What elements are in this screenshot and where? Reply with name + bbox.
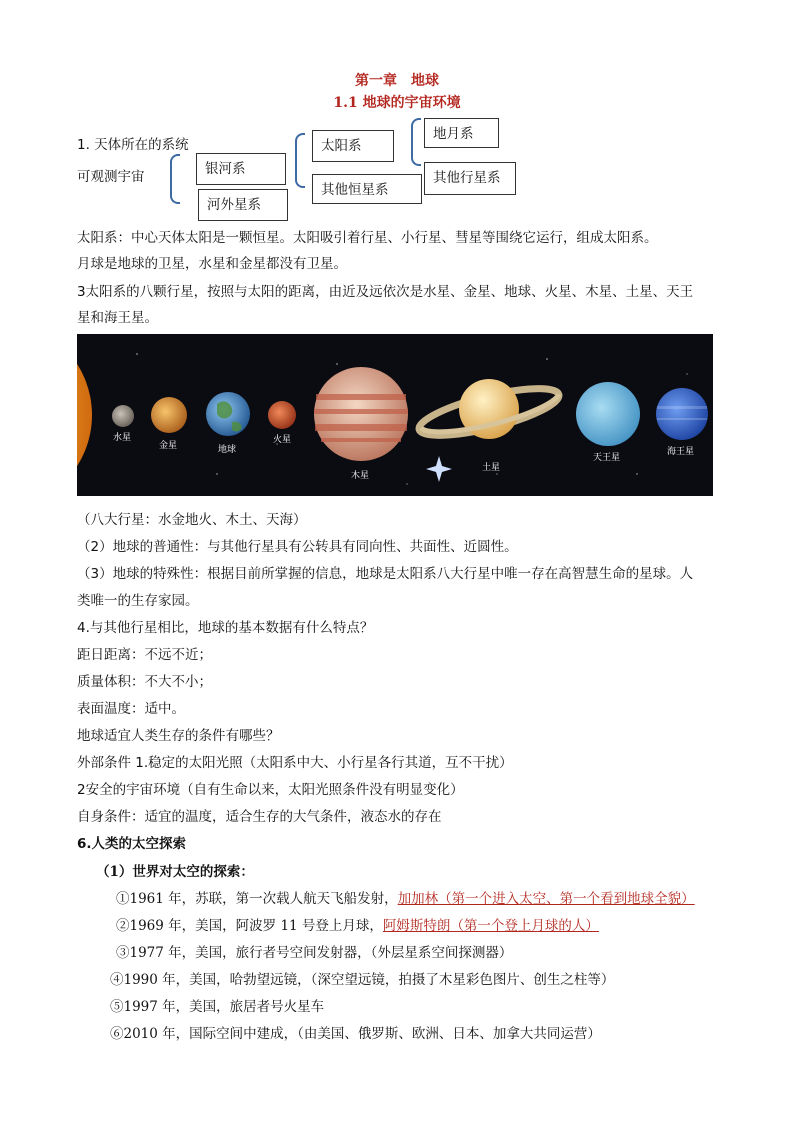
text-line: 地球适宜人类生存的条件有哪些？ [77,728,280,744]
paragraph-planets-order-cont: 星和海王星。 [77,310,158,326]
box-earth-moon-system: 地月系 [424,118,499,148]
text-line: 类唯一的生存家园。 [77,593,199,609]
solar-system-image [77,334,713,496]
box-solar-system: 太阳系 [312,130,394,162]
exploration-item: ①1961 年，苏联，第一次载人航天飞船发射，加加林（第一个进入太空、第一个看到地球全貌） [116,891,695,907]
planet-label: 金星 [159,441,178,451]
text-line: （八大行星：水金地火、木土、天海） [77,512,307,528]
planet-label: 火星 [273,435,292,445]
text-line: 表面温度：适中。 [77,701,185,717]
box-other-galaxies: 河外星系 [198,189,288,221]
diagram-root: 可观测宇宙 [77,169,145,185]
diagram-heading: 1. 天体所在的系统 [77,137,189,153]
mars-icon [268,401,296,429]
planet-label: 水星 [113,433,132,443]
paragraph-planets-order: 3太阳系的八颗行星，按照与太阳的距离，由近及远依次是水星、金星、地球、火星、木星、土星、天王 [77,284,694,300]
exploration-item: ④1990 年，美国，哈勃望远镜，（深空望远镜，拍摄了木星彩色图片、创生之柱等） [110,972,615,988]
section6-subtitle: （1）世界对太空的探索： [96,864,254,880]
planet-label: 地球 [218,445,237,455]
section6-title: 6.人类的太空探索 [77,836,187,852]
text-line: 4.与其他行星相比，地球的基本数据有什么特点？ [77,620,374,636]
exploration-item: ⑥2010 年，国际空间中建成，（由美国、俄罗斯、欧洲、日本、加拿大共同运营） [110,1026,601,1042]
planet-label: 木星 [351,471,370,481]
exploration-item: ⑤1997 年，美国，旅居者号火星车 [110,999,325,1015]
text-line: （3）地球的特殊性：根据目前所掌握的信息，地球是太阳系八大行星中唯一存在高智慧生命的星球。人 [77,566,694,582]
text-line: 外部条件 1.稳定的太阳光照（太阳系中大、小行星各行其道，互不干扰） [77,755,513,771]
brace-level3 [411,118,421,166]
text-line: 自身条件：适宜的温度，适合生存的大气条件，液态水的存在 [77,809,442,825]
paragraph-solar-system: 太阳系：中心天体太阳是一颗恒星。太阳吸引着行星、小行星、彗星等围绕它运行，组成太阳系。 [77,230,658,246]
planet-label: 天王星 [593,453,621,463]
section-title: 1.1 地球的宇宙环境 [333,95,461,111]
box-milky-way: 银河系 [196,153,286,185]
box-other-planet-systems: 其他行星系 [424,162,516,195]
planet-label: 海王星 [667,447,695,457]
planet-label: 土星 [482,463,501,473]
exploration-item: ③1977 年，美国，旅行者号空间发射器，（外层星系空间探测器） [116,945,513,961]
text-line: （2）地球的普通性：与其他行星具有公转具有同向性、共面性、近圆性。 [77,539,518,555]
exploration-item: ②1969 年，美国，阿波罗 11 号登上月球，阿姆斯特朗（第一个登上月球的人） [116,918,599,934]
box-other-star-systems: 其他恒星系 [312,174,422,204]
neptune-icon [656,388,708,440]
text-line: 2安全的宇宙环境（自有生命以来，太阳光照条件没有明显变化） [77,782,464,798]
brace-level1 [170,154,180,204]
text-line: 距日距离：不远不近； [77,647,212,663]
mercury-icon [112,405,134,427]
venus-icon [151,397,187,433]
brace-level2 [295,133,305,188]
chapter-title: 第一章 地球 [355,73,439,89]
uranus-icon [576,382,640,446]
paragraph-moon: 月球是地球的卫星，水星和金星都没有卫星。 [77,256,347,272]
text-line: 质量体积：不大不小； [77,674,212,690]
